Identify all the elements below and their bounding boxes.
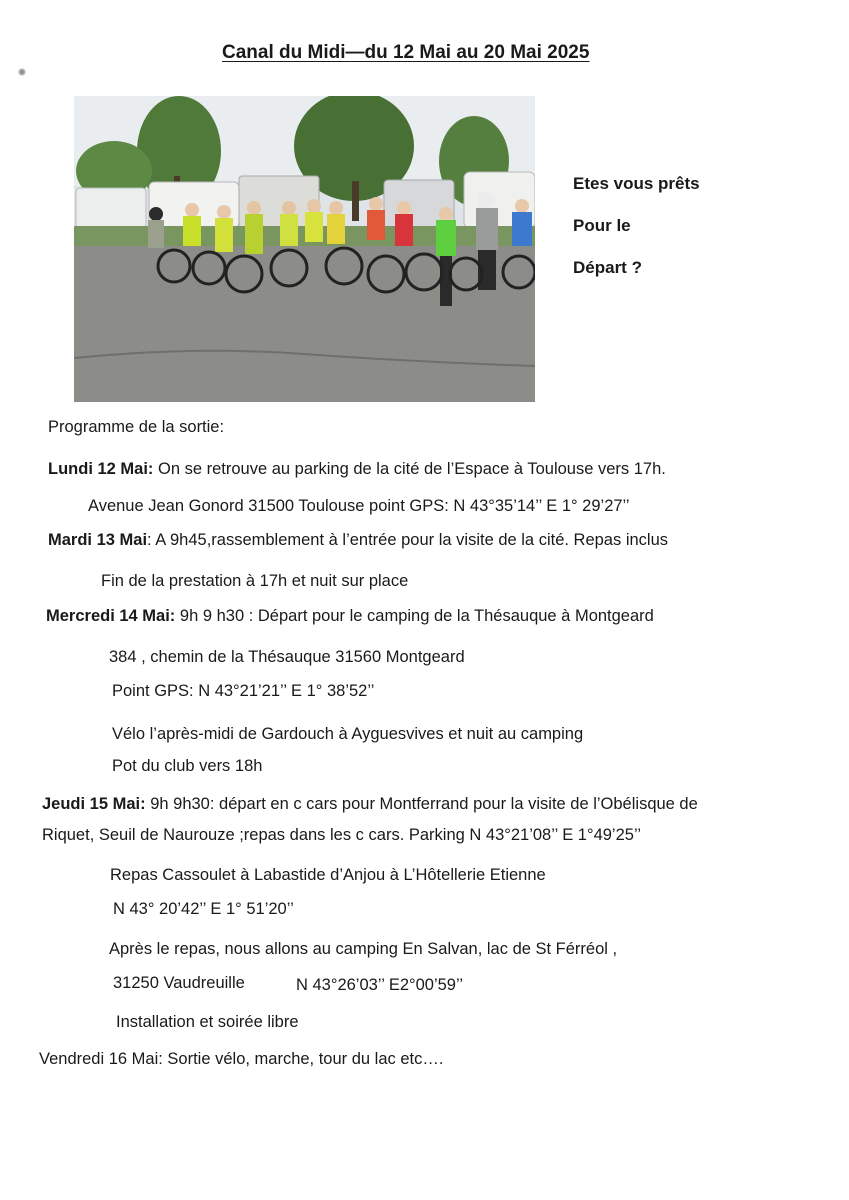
vendredi-line: Vendredi 16 Mai: Sortie vélo, marche, tour du lac etc…. [39, 1050, 444, 1068]
mercredi-address: 384 , chemin de la Thésauque 31560 Montgeard [109, 648, 465, 666]
side-text-line-1: Etes vous prêts [573, 174, 700, 193]
side-text-line-3: Départ ? [573, 258, 642, 277]
lundi-label: Lundi 12 Mai: [48, 460, 154, 478]
mardi-label: Mardi 13 Mai [48, 531, 148, 549]
jeudi-repas-gps: N 43° 20’42’’ E 1° 51’20’’ [113, 900, 294, 918]
jeudi-apres: Après le repas, nous allons au camping En Salvan, lac de St Férréol , [109, 940, 618, 958]
jeudi-line [42, 795, 698, 814]
lundi-line [48, 460, 666, 479]
scan-speck [18, 68, 26, 76]
program-heading: Programme de la sortie: [48, 418, 225, 436]
mercredi-velo: Vélo l’après-midi de Gardouch à Ayguesvives et nuit au camping [112, 725, 584, 743]
jeudi-label: Jeudi 15 Mai: [42, 795, 146, 813]
jeudi-camping-city: 31250 Vaudreuille [113, 974, 245, 992]
lundi-text: On se retrouve au parking de la cité de l’Espace à Toulouse vers 17h. [153, 460, 666, 478]
mercredi-line [46, 607, 654, 626]
mercredi-text: 9h 9 h30 : Départ pour le camping de la Thésauque à Montgeard [175, 607, 654, 625]
mardi-text: : A 9h45,rassemblement à l’entrée pour la visite de la cité. Repas inclus [147, 531, 668, 549]
jeudi-installation: Installation et soirée libre [116, 1013, 299, 1031]
jeudi-text: 9h 9h30: départ en c cars pour Montferrand pour la visite de l’Obélisque de [145, 795, 698, 813]
mercredi-label: Mercredi 14 Mai: [46, 607, 176, 625]
page-title: Canal du Midi—du 12 Mai au 20 Mai 2025 [222, 42, 590, 63]
lundi-address: Avenue Jean Gonord 31500 Toulouse point GPS: N 43°35’14’’ E 1° 29’27’’ [88, 497, 630, 515]
mardi-end: Fin de la prestation à 17h et nuit sur place [101, 572, 409, 590]
jeudi-text-continued: Riquet, Seuil de Naurouze ;repas dans les c cars. Parking N 43°21’08’’ E 1°49’25’’ [42, 826, 641, 844]
jeudi-repas: Repas Cassoulet à Labastide d’Anjou à L’Hôtellerie Etienne [110, 866, 546, 884]
mercredi-pot: Pot du club vers 18h [112, 757, 263, 775]
jeudi-camping-gps: N 43°26’03’’ E2°00’59’’ [296, 976, 464, 994]
side-text-line-2: Pour le [573, 216, 631, 235]
group-cyclists-photo [74, 96, 535, 402]
mercredi-gps: Point GPS: N 43°21’21’’ E 1° 38’52’’ [112, 682, 375, 700]
mardi-line [48, 531, 668, 550]
